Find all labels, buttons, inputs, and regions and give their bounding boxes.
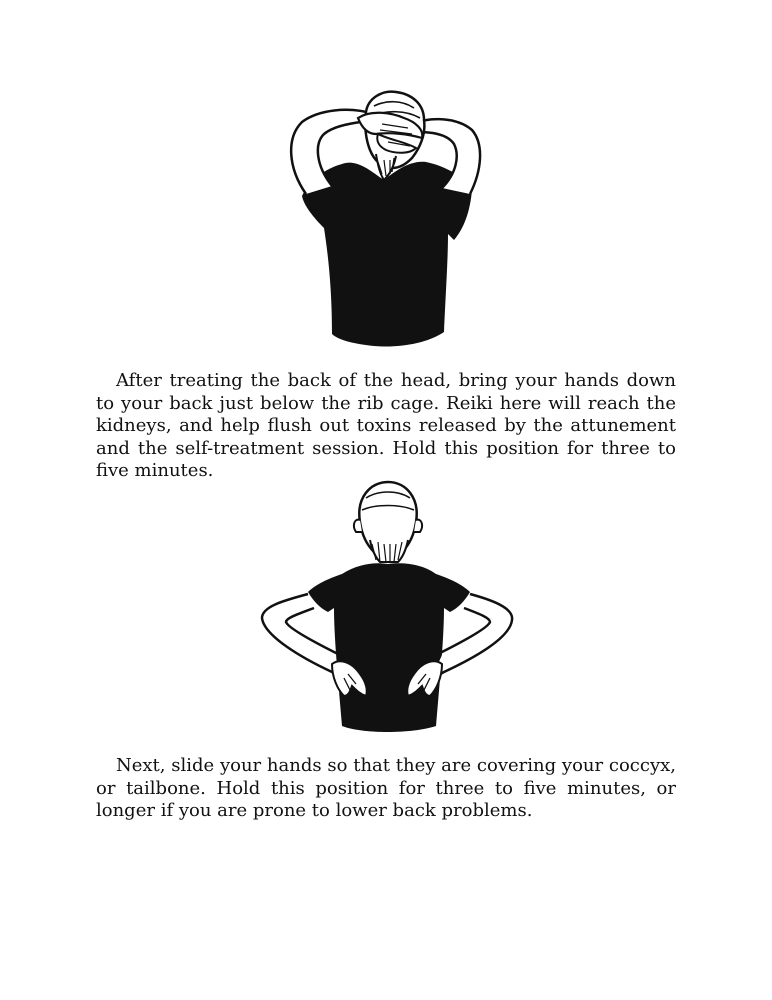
hands-on-lower-back-illustration [252,478,520,734]
paragraph-kidney-position: After treating the back of the head, bring your hands down to your back just below the rib cage. Reiki here will reach the kidneys, and help flush out toxins released by the attunement and the self-treatment session. Hold this position for three to five minutes. [96,370,676,481]
paragraph-tailbone-position: Next, slide your hands so that they are covering your coccyx, or tailbone. Hold this position for three to five minutes, or longer if you are prone to lower back problems. [96,755,676,821]
hands-on-back-of-head-illustration [278,88,494,350]
